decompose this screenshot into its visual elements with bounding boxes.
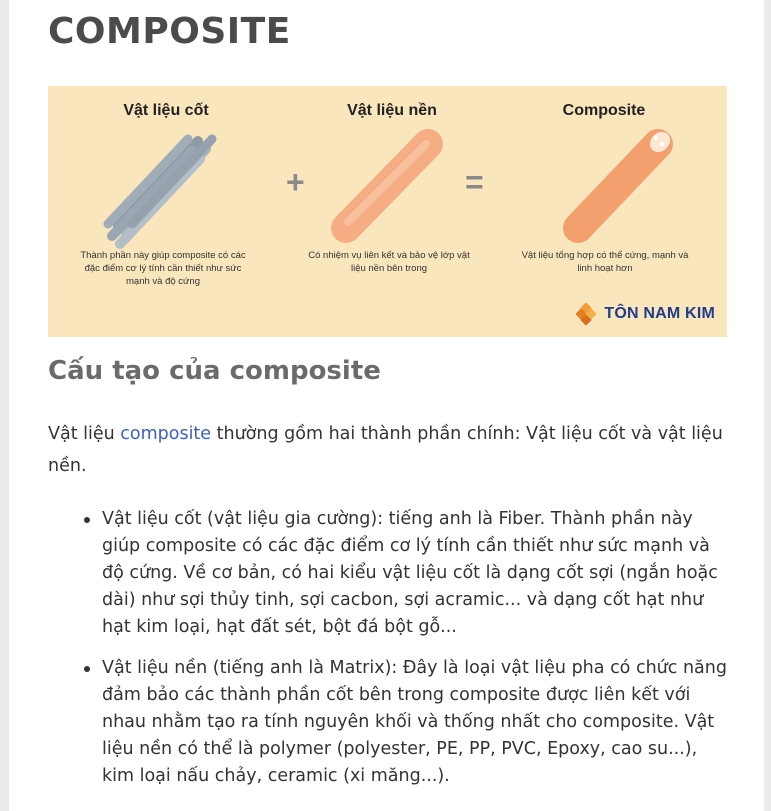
matrix-rod-icon [346,144,428,228]
diamond-logo-icon [576,303,598,325]
bullet-icon [84,666,90,672]
figure-illustrations [48,86,727,337]
intro-paragraph [48,418,728,482]
figure-caption-matrix: Có nhiệm vụ liên kết và bảo vệ lớp vật liệu nền bên trong [308,250,470,274]
component-list [48,506,728,804]
intro-text-end: thường gồm hai thành phần chính: Vật liệu cốt và vật liệu nền. [48,424,723,476]
figure-label-matrix: Vật liệu nền [347,102,437,119]
section-heading: Cấu tạo của composite [48,356,381,386]
figure-caption-fiber: Thành phần này giúp composite có các đặc điểm cơ lý tính cần thiết như sức mạnh và độ cứng [80,250,246,287]
list-item-text: Vật liệu nền (tiếng anh là Matrix): Đây là loại vật liệu pha có chức năng đảm bảo các thành phần cốt bên trong composite được liên kết với nhau nhằm tạo ra tính nguyên khối và thống nhất cho composite. Vật liệu nền có thể là polymer (polyester, PE, PP, PVC, Epoxy, cao su...), kim loại nấu chảy, ceramic (xi măng...). [102,658,727,786]
brand-logo [576,303,715,325]
figure-label-composite: Composite [562,102,646,119]
equals-sign: = [465,164,484,200]
composite-rod-icon [578,128,674,228]
list-item-text: Vật liệu cốt (vật liệu gia cường): tiếng anh là Fiber. Thành phần này giúp composite có các đặc điểm cơ lý tính cần thiết như sức mạnh và độ cứng. Về cơ bản, có hai kiểu vật liệu cốt là dạng cốt sợi (ngắn hoặc dài) như sợi thủy tinh, sợi cacbon, sợi acramic... và dạng cốt hạt như hạt kim loại, hạt đất sét, bột đá bột gỗ... [102,509,718,637]
figure-caption-composite: Vật liệu tổng hợp có thể cứng, mạnh và linh hoạt hơn [521,250,689,274]
fiber-bundle-icon [108,139,212,244]
brand-name: TÔN NAM KIM [604,305,715,322]
bullet-icon [84,517,90,523]
list-item [48,655,728,790]
page-title: COMPOSITE [48,11,291,52]
list-item [48,506,728,641]
intro-text-start: Vật liệu [48,424,121,444]
article-page [9,0,764,811]
composite-link[interactable]: composite [120,424,212,444]
plus-sign: + [286,164,305,200]
composite-diagram [48,86,727,337]
figure-label-fiber: Vật liệu cốt [123,102,209,119]
